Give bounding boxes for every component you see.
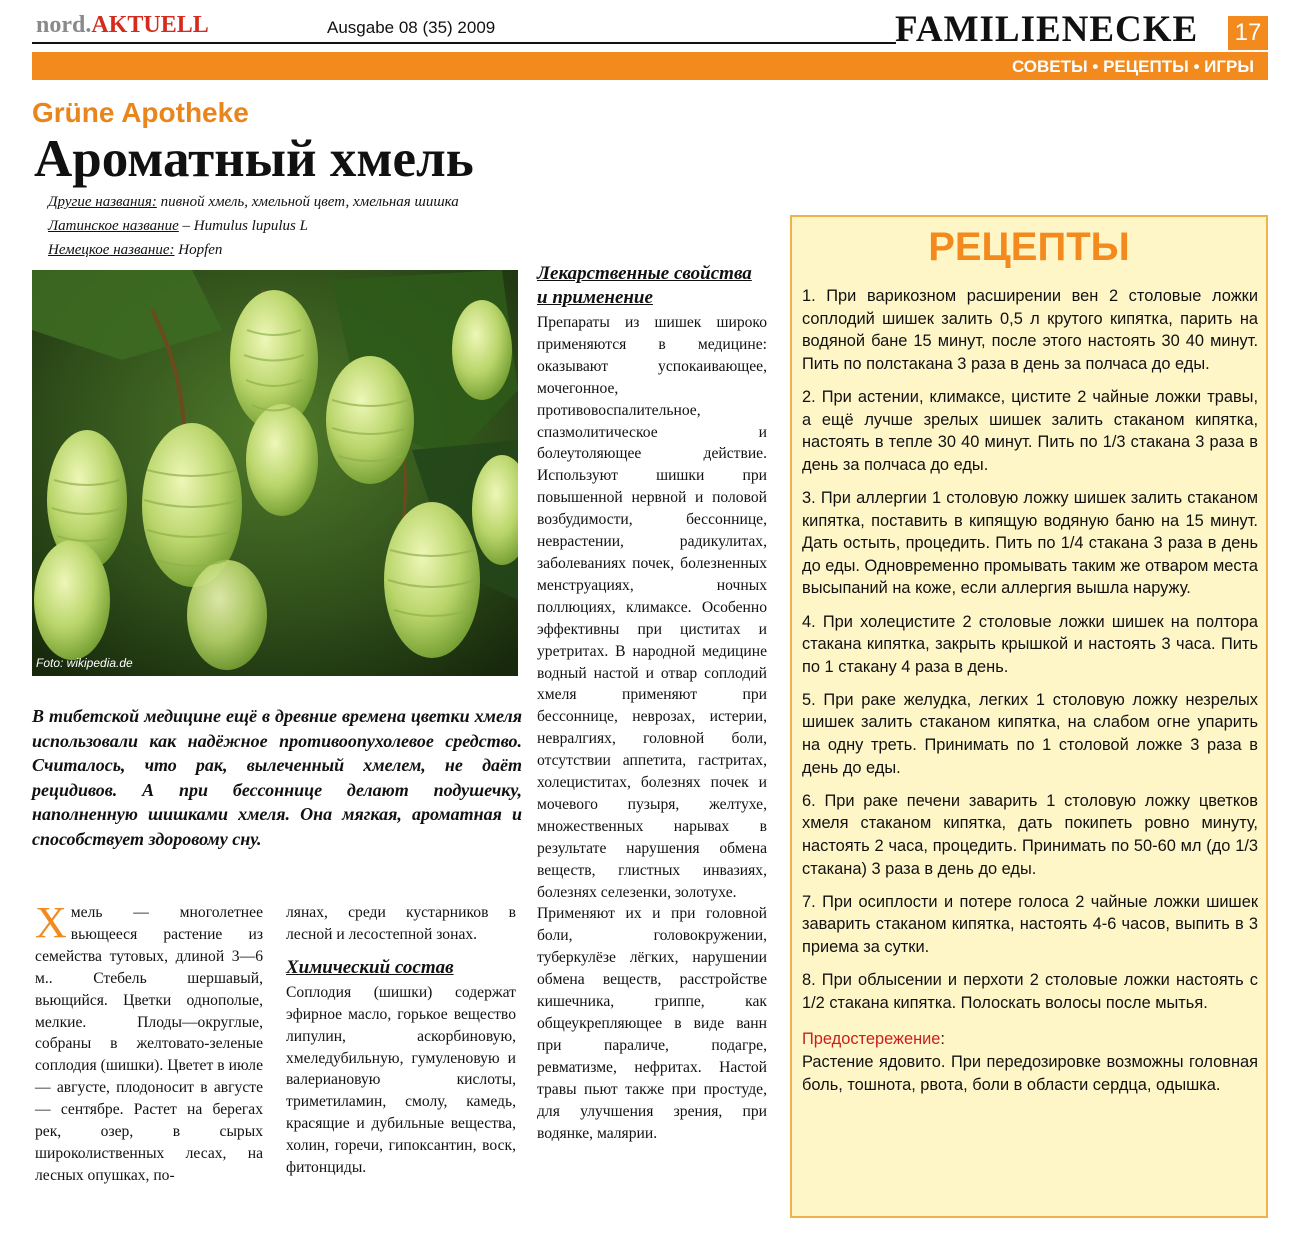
body-column-2 (286, 902, 516, 1179)
photo-credit: Foto: wikipedia.de (36, 656, 133, 670)
medicinal-text-1: Препараты из шишек широко применяются в медицине: оказывают успокаивающее, мочегонное, противовоспалительное, спазмолитическое и болеутоляющее действие. Используют шишки при повышенной нервной и половой возбудимости, бессоннице, неврастении, радикулитах, заболеваниях почек, болезненных менструациях, ночных поллюциях, климаксе. Особенно эффективны при циститах и уретритах. В народной медицине водный настой и отвар соплодий хмеля применяют при бессоннице, неврозах, истерии, невралгиях, головной боли, отсутствии аппетита, гастритах, холециститах, болезнях почек и мочевого пузыря, желтухе, множественных нарывах в результате нарушения обмена веществ, глистных инвазиях, болезнях селезенки, золотухе. (537, 314, 767, 901)
other-names-line (48, 190, 588, 214)
page-number: 17 (1228, 16, 1268, 50)
other-names-label: Другие названия: (48, 194, 157, 210)
recipe-item: 7. При осиплости и потере голоса 2 чайные ложки шишек заварить стаканом кипятка, настоять 4-6 часов, выпить в 3 приема за сутки. (802, 892, 1258, 956)
latin-name-value: – Humulus lupulus L (178, 218, 308, 234)
drop-cap: Х (35, 898, 67, 947)
issue-label: Ausgabe 08 (35) 2009 (327, 18, 496, 37)
recipe-item: 4. При холецистите 2 столовые ложки шишек на полтора стакана кипятка, закрыть крышкой и настоять 3 часа. Пить по 1 стакану 4 раза в день. (802, 612, 1258, 676)
body-intro-continued: лянах, среди кустарников в лесной и лесостепной зонах. (286, 904, 516, 943)
recipe-item: 5. При раке желудка, легких 1 столовую ложку незрелых шишек залить стаканом кипятка, на слабом огне упарить на одну треть. Принимать по 1 столовой ложке 3 раза в день до еды. (802, 690, 1258, 777)
article-kicker: Grüne Apotheke (32, 97, 249, 128)
german-name-line (48, 238, 588, 262)
medicinal-heading: Лекарственные свойства и применение (537, 263, 752, 308)
brand-prefix: nord. (36, 12, 92, 38)
latin-name-line (48, 214, 588, 238)
recipe-item: 2. При астении, климаксе, цистите 2 чайные ложки травы, а ещё лучше зрелых шишек залить стаканом кипятка, настоять в тепле 30 40 минут. Пить по 1/3 стакана 3 раза в день за полчаса до еды. (802, 387, 1258, 474)
recipe-item: 6. При раке печени заварить 1 столовую ложку цветков хмеля стаканом кипятка, дать покипеть ровно минуту, настоять 2 часа, процедить. Принимать по 50-60 мл (до 1/3 стакана) 3 раза в день до еды. (802, 791, 1258, 878)
brand-name: AKTUELL (91, 12, 209, 38)
recipe-item: 8. При облысении и перхоти 2 столовые ложки настоять с 1/2 стакана кипятка. Полоскать волосы после мытья. (802, 971, 1258, 1012)
warning-heading (802, 1028, 1258, 1051)
section-title: FAMILIENECKE (895, 9, 1199, 50)
body-column-1 (35, 898, 263, 1187)
recipes-box (790, 215, 1268, 1218)
article-lead: В тибетской медицине ещё в древние времена цветки хмеля использовали как надёжное противоопухолевое средство. Считалось, что рак, вылеченный хмелем, не даёт рецидивов. А при бессоннице делают подушечку, наполненную шишками хмеля. Она мягкая, ароматная и способствует здоровому сну. (32, 706, 522, 849)
hop-cones-illustration (32, 270, 518, 676)
hop-photo (32, 270, 518, 676)
warning-text: Растение ядовито. При передозировке возможны головная боль, тошнота, рвота, боли в области сердца, одышка. (802, 1052, 1258, 1094)
chem-heading: Химический состав (286, 956, 454, 978)
publication-brand (36, 12, 209, 39)
other-names-value: пивной хмель, хмельной цвет, хмельная шишка (156, 194, 459, 210)
body-intro: мель — многолетнее вьющееся растение из семейства тутовых, длиной 3—6 м.. Стебель шершавый, вьющийся. Цветки однополые, мелкие. Плоды—округлые, собраны в желтовато-зеленые соплодия (шишки). Цветет в июле — августе, плодоносит в августе — сентябре. Растет на берегах рек, озер, в сырых широколиственных лесах, на лесных опушках, по- (35, 904, 263, 1184)
warning-colon: : (940, 1030, 945, 1049)
section-subnav: СОВЕТЫ • РЕЦЕПТЫ • ИГРЫ (1011, 57, 1254, 76)
plant-names (48, 190, 588, 262)
german-name-value: Hopfen (174, 242, 223, 258)
recipe-item: 1. При варикозном расширении вен 2 столовые ложки соплодий шишек залить 0,5 л крутого кипятка, парить на водяной бане 15 минут, после этого настоять 30 40 минут. Пить по полстакана 3 раза в день за полчаса до еды. (802, 287, 1258, 373)
german-name-label: Немецкое название: (48, 242, 175, 258)
body-column-3 (537, 262, 767, 1144)
chem-text: Соплодия (шишки) содержат эфирное масло, горькое вещество липулин, аскорбиновую, хмеледубильную, гумуленовую и валериановую кислоты, триметиламин, смолу, камедь, красящие и дубильные вещества, холин, горечи, гипоксантин, воск, фитонциды. (286, 983, 516, 1177)
warning-label: Предостережение (802, 1030, 941, 1049)
article-title: Ароматный хмель (34, 130, 474, 188)
medicinal-text-2: Применяют их и при головной боли, головокружении, туберкулёзе лёгких, нарушении обмена веществ, расстройстве кишечника, гриппе, как общеукрепляющее в виде ванн при параличе, подагре, ревматизме, нефритах. Настой травы пьют также при простуде, для улучшения зрения, при водянке, малярии. (537, 905, 767, 1142)
latin-name-label: Латинское название (48, 218, 179, 234)
recipes-list (802, 285, 1258, 1096)
recipe-item: 3. При аллергии 1 столовую ложку шишек залить стаканом кипятка, поставить в кипящую водяную баню на 15 минут. Дать остыть, процедить. Пить по 1/4 стакана 3 раза в день до еды. Одновременно промывать таким же отваром места высыпаний на коже, если аллергия вышла наружу. (802, 488, 1258, 598)
header-rule (32, 42, 896, 44)
recipes-title: РЕЦЕПТЫ (928, 225, 1130, 269)
